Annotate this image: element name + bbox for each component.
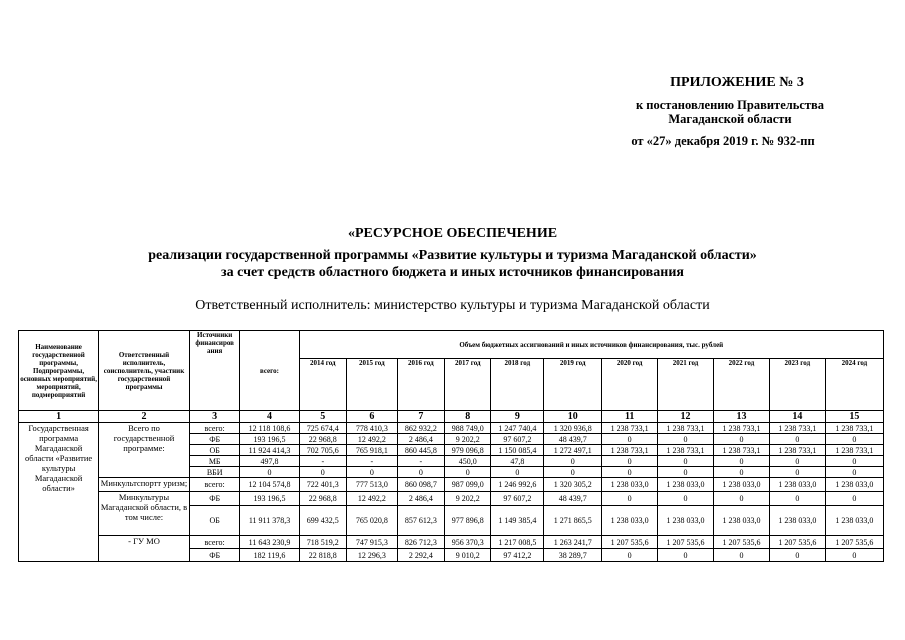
value-cell: 765 020,8 bbox=[347, 506, 398, 536]
value-cell: 1 320 305,2 bbox=[544, 478, 602, 492]
header-group: Объем бюджетных ассигнований и иных источников финансирования, тыс. рублей bbox=[299, 331, 883, 359]
value-cell: 1 238 033,0 bbox=[714, 478, 770, 492]
appendix-title: ПРИЛОЖЕНИЕ № 3 bbox=[670, 75, 804, 90]
value-cell: 97 607,2 bbox=[491, 492, 544, 506]
value-cell: 193 196,5 bbox=[240, 492, 299, 506]
value-cell: 1 207 535,6 bbox=[825, 536, 883, 549]
value-cell: 48 439,7 bbox=[544, 434, 602, 445]
value-cell: 1 263 241,7 bbox=[544, 536, 602, 549]
value-cell: - bbox=[397, 456, 444, 467]
heading-line3: за счет средств областного бюджета и иных источников финансирования bbox=[221, 265, 684, 280]
value-cell: 1 246 992,6 bbox=[491, 478, 544, 492]
value-cell: 1 238 733,1 bbox=[714, 423, 770, 434]
value-cell: 0 bbox=[769, 456, 825, 467]
value-cell: 777 513,0 bbox=[347, 478, 398, 492]
executor-minkult-b: Минкультуры Магаданской области, в том числе: bbox=[99, 492, 190, 536]
appendix-line1: к постановлению Правительства bbox=[635, 98, 825, 112]
value-cell: 0 bbox=[602, 456, 658, 467]
value-cell: 857 612,3 bbox=[397, 506, 444, 536]
program-name-cell: Государственная программа Магаданской области «Развитие культуры Магаданской области» bbox=[19, 423, 99, 562]
column-number: 15 bbox=[825, 411, 883, 423]
value-cell: 0 bbox=[769, 434, 825, 445]
value-cell: 0 bbox=[240, 467, 299, 478]
table-row bbox=[19, 478, 884, 492]
value-cell: 1 238 733,1 bbox=[769, 423, 825, 434]
value-cell: 0 bbox=[825, 434, 883, 445]
value-cell: 1 149 385,4 bbox=[491, 506, 544, 536]
executor-minkult-a: Минкультспортт уризм; bbox=[99, 478, 190, 492]
header-year: 2018 год bbox=[491, 359, 544, 411]
value-cell: 862 932,2 bbox=[397, 423, 444, 434]
value-cell: 22 968,8 bbox=[299, 492, 346, 506]
value-cell: 747 915,3 bbox=[347, 536, 398, 549]
column-number: 7 bbox=[397, 411, 444, 423]
value-cell: 702 705,6 bbox=[299, 445, 346, 456]
header-year: 2017 год bbox=[445, 359, 491, 411]
header-year: 2022 год bbox=[714, 359, 770, 411]
source-cell: ОБ bbox=[189, 445, 240, 456]
value-cell: 765 918,1 bbox=[347, 445, 398, 456]
column-number: 4 bbox=[240, 411, 299, 423]
value-cell: 0 bbox=[347, 467, 398, 478]
responsible-executor: Ответственный исполнитель: министерство культуры и туризма Магаданской области bbox=[195, 298, 710, 313]
header-year: 2016 год bbox=[397, 359, 444, 411]
value-cell: 0 bbox=[602, 549, 658, 562]
value-cell: 12 296,3 bbox=[347, 549, 398, 562]
column-number: 6 bbox=[347, 411, 398, 423]
value-cell: 860 098,7 bbox=[397, 478, 444, 492]
column-number: 10 bbox=[544, 411, 602, 423]
value-cell: 826 712,3 bbox=[397, 536, 444, 549]
value-cell: 0 bbox=[825, 549, 883, 562]
value-cell: 1 217 008,5 bbox=[491, 536, 544, 549]
source-cell: ВБИ bbox=[189, 467, 240, 478]
column-number: 9 bbox=[491, 411, 544, 423]
value-cell: 38 289,7 bbox=[544, 549, 602, 562]
header-year: 2023 год bbox=[769, 359, 825, 411]
value-cell: 12 492,2 bbox=[347, 492, 398, 506]
value-cell: 1 207 535,6 bbox=[602, 536, 658, 549]
executor-total-cell: Всего по государственной программе: bbox=[99, 423, 190, 478]
appendix-line2: Магаданской области bbox=[668, 112, 792, 126]
appendix-date: от «27» декабря 2019 г. № 932-пп bbox=[631, 134, 815, 148]
value-cell: 22 968,8 bbox=[299, 434, 346, 445]
value-cell: 718 519,2 bbox=[299, 536, 346, 549]
table-row bbox=[19, 536, 884, 549]
header-total: всего: bbox=[240, 331, 299, 411]
value-cell: 1 238 733,1 bbox=[769, 445, 825, 456]
column-number: 13 bbox=[714, 411, 770, 423]
value-cell: 1 238 733,1 bbox=[658, 445, 714, 456]
value-cell: 0 bbox=[658, 434, 714, 445]
header-col-executor: Ответственный исполнитель, соисполнитель, участник государственной программы bbox=[99, 331, 190, 411]
value-cell: 1 238 733,1 bbox=[602, 445, 658, 456]
value-cell: 12 104 574,8 bbox=[240, 478, 299, 492]
header-year: 2020 год bbox=[602, 359, 658, 411]
table-row bbox=[19, 331, 884, 359]
value-cell: 860 445,8 bbox=[397, 445, 444, 456]
value-cell: 1 238 033,0 bbox=[769, 506, 825, 536]
value-cell: 1 247 740,4 bbox=[491, 423, 544, 434]
column-number: 12 bbox=[658, 411, 714, 423]
value-cell: 699 432,5 bbox=[299, 506, 346, 536]
value-cell: 0 bbox=[602, 492, 658, 506]
value-cell: 722 401,3 bbox=[299, 478, 346, 492]
value-cell: 1 207 535,6 bbox=[714, 536, 770, 549]
table-row bbox=[19, 423, 884, 434]
value-cell: 1 238 733,1 bbox=[714, 445, 770, 456]
value-cell: 1 238 033,0 bbox=[602, 506, 658, 536]
header-year: 2019 год bbox=[544, 359, 602, 411]
value-cell: 1 272 497,1 bbox=[544, 445, 602, 456]
value-cell: 2 486,4 bbox=[397, 434, 444, 445]
value-cell: 0 bbox=[825, 456, 883, 467]
column-number: 14 bbox=[769, 411, 825, 423]
value-cell: 1 238 033,0 bbox=[602, 478, 658, 492]
value-cell: 12 492,2 bbox=[347, 434, 398, 445]
executor-gu-mo: - ГУ МО bbox=[99, 536, 190, 562]
value-cell: 1 238 033,0 bbox=[825, 478, 883, 492]
value-cell: 0 bbox=[602, 467, 658, 478]
value-cell: 9 202,2 bbox=[445, 492, 491, 506]
column-number: 8 bbox=[445, 411, 491, 423]
value-cell: 1 238 033,0 bbox=[825, 506, 883, 536]
value-cell: 47,8 bbox=[491, 456, 544, 467]
value-cell: 97 607,2 bbox=[491, 434, 544, 445]
value-cell: 0 bbox=[714, 492, 770, 506]
resource-table bbox=[18, 330, 884, 562]
header-year: 2014 год bbox=[299, 359, 346, 411]
value-cell: 2 292,4 bbox=[397, 549, 444, 562]
header-year: 2015 год bbox=[347, 359, 398, 411]
source-cell: всего: bbox=[189, 536, 240, 549]
source-cell: ФБ bbox=[189, 492, 240, 506]
value-cell: 0 bbox=[769, 467, 825, 478]
value-cell: 0 bbox=[602, 434, 658, 445]
value-cell: 0 bbox=[299, 467, 346, 478]
value-cell: 193 196,5 bbox=[240, 434, 299, 445]
value-cell: 9 202,2 bbox=[445, 434, 491, 445]
column-number: 11 bbox=[602, 411, 658, 423]
heading-line1: «РЕСУРСНОЕ ОБЕСПЕЧЕНИЕ bbox=[347, 226, 558, 241]
value-cell: 1 238 033,0 bbox=[658, 478, 714, 492]
value-cell: 11 643 230,9 bbox=[240, 536, 299, 549]
source-cell: ФБ bbox=[189, 549, 240, 562]
value-cell: 0 bbox=[445, 467, 491, 478]
value-cell: 11 911 378,3 bbox=[240, 506, 299, 536]
value-cell: 725 674,4 bbox=[299, 423, 346, 434]
source-cell: всего: bbox=[189, 478, 240, 492]
value-cell: 0 bbox=[658, 467, 714, 478]
value-cell: 979 096,8 bbox=[445, 445, 491, 456]
value-cell: 0 bbox=[658, 549, 714, 562]
column-number: 2 bbox=[99, 411, 190, 423]
value-cell: 1 207 535,6 bbox=[658, 536, 714, 549]
value-cell: 1 271 865,5 bbox=[544, 506, 602, 536]
value-cell: 0 bbox=[825, 467, 883, 478]
value-cell: 988 749,0 bbox=[445, 423, 491, 434]
value-cell: 1 238 733,1 bbox=[602, 423, 658, 434]
table-row bbox=[19, 492, 884, 506]
value-cell: 956 370,3 bbox=[445, 536, 491, 549]
value-cell: 987 099,0 bbox=[445, 478, 491, 492]
value-cell: 0 bbox=[714, 456, 770, 467]
value-cell: 0 bbox=[658, 456, 714, 467]
value-cell: 1 320 936,8 bbox=[544, 423, 602, 434]
value-cell: 0 bbox=[544, 467, 602, 478]
value-cell: 182 119,6 bbox=[240, 549, 299, 562]
value-cell: 2 486,4 bbox=[397, 492, 444, 506]
value-cell: 778 410,3 bbox=[347, 423, 398, 434]
value-cell: 0 bbox=[491, 467, 544, 478]
source-cell: ФБ bbox=[189, 434, 240, 445]
value-cell: 12 118 108,6 bbox=[240, 423, 299, 434]
header-year: 2021 год bbox=[658, 359, 714, 411]
value-cell: 0 bbox=[714, 549, 770, 562]
value-cell: 1 238 733,1 bbox=[658, 423, 714, 434]
source-cell: ОБ bbox=[189, 506, 240, 536]
header-year: 2024 год bbox=[825, 359, 883, 411]
value-cell: 97 412,2 bbox=[491, 549, 544, 562]
value-cell: 1 238 033,0 bbox=[769, 478, 825, 492]
value-cell: 1 238 733,1 bbox=[825, 445, 883, 456]
value-cell: 0 bbox=[544, 456, 602, 467]
value-cell: 1 150 085,4 bbox=[491, 445, 544, 456]
value-cell: 1 238 033,0 bbox=[658, 506, 714, 536]
column-number: 5 bbox=[299, 411, 346, 423]
value-cell: 0 bbox=[769, 549, 825, 562]
column-number: 3 bbox=[189, 411, 240, 423]
value-cell: 0 bbox=[825, 492, 883, 506]
column-number: 1 bbox=[19, 411, 99, 423]
value-cell: - bbox=[347, 456, 398, 467]
header-col-name: Наименование государственной программы, Подпрограммы, основных мероприятий, мероприятий, подмероприятий bbox=[19, 331, 99, 411]
heading-line2: реализации государственной программы «Развитие культуры и туризма Магаданской области» bbox=[148, 248, 757, 263]
value-cell: - bbox=[299, 456, 346, 467]
value-cell: 1 238 033,0 bbox=[714, 506, 770, 536]
value-cell: 0 bbox=[714, 467, 770, 478]
source-cell: всего: bbox=[189, 423, 240, 434]
value-cell: 497,8 bbox=[240, 456, 299, 467]
value-cell: 0 bbox=[714, 434, 770, 445]
value-cell: 9 010,2 bbox=[445, 549, 491, 562]
appendix-block bbox=[600, 76, 860, 148]
value-cell: 977 896,8 bbox=[445, 506, 491, 536]
value-cell: 11 924 414,3 bbox=[240, 445, 299, 456]
header-col-source: Источники финансиров ания bbox=[189, 331, 240, 411]
value-cell: 0 bbox=[769, 492, 825, 506]
table-row bbox=[19, 411, 884, 423]
value-cell: 1 207 535,6 bbox=[769, 536, 825, 549]
value-cell: 48 439,7 bbox=[544, 492, 602, 506]
value-cell: 0 bbox=[658, 492, 714, 506]
value-cell: 1 238 733,1 bbox=[825, 423, 883, 434]
value-cell: 22 818,8 bbox=[299, 549, 346, 562]
value-cell: 450,0 bbox=[445, 456, 491, 467]
value-cell: 0 bbox=[397, 467, 444, 478]
source-cell: МБ bbox=[189, 456, 240, 467]
